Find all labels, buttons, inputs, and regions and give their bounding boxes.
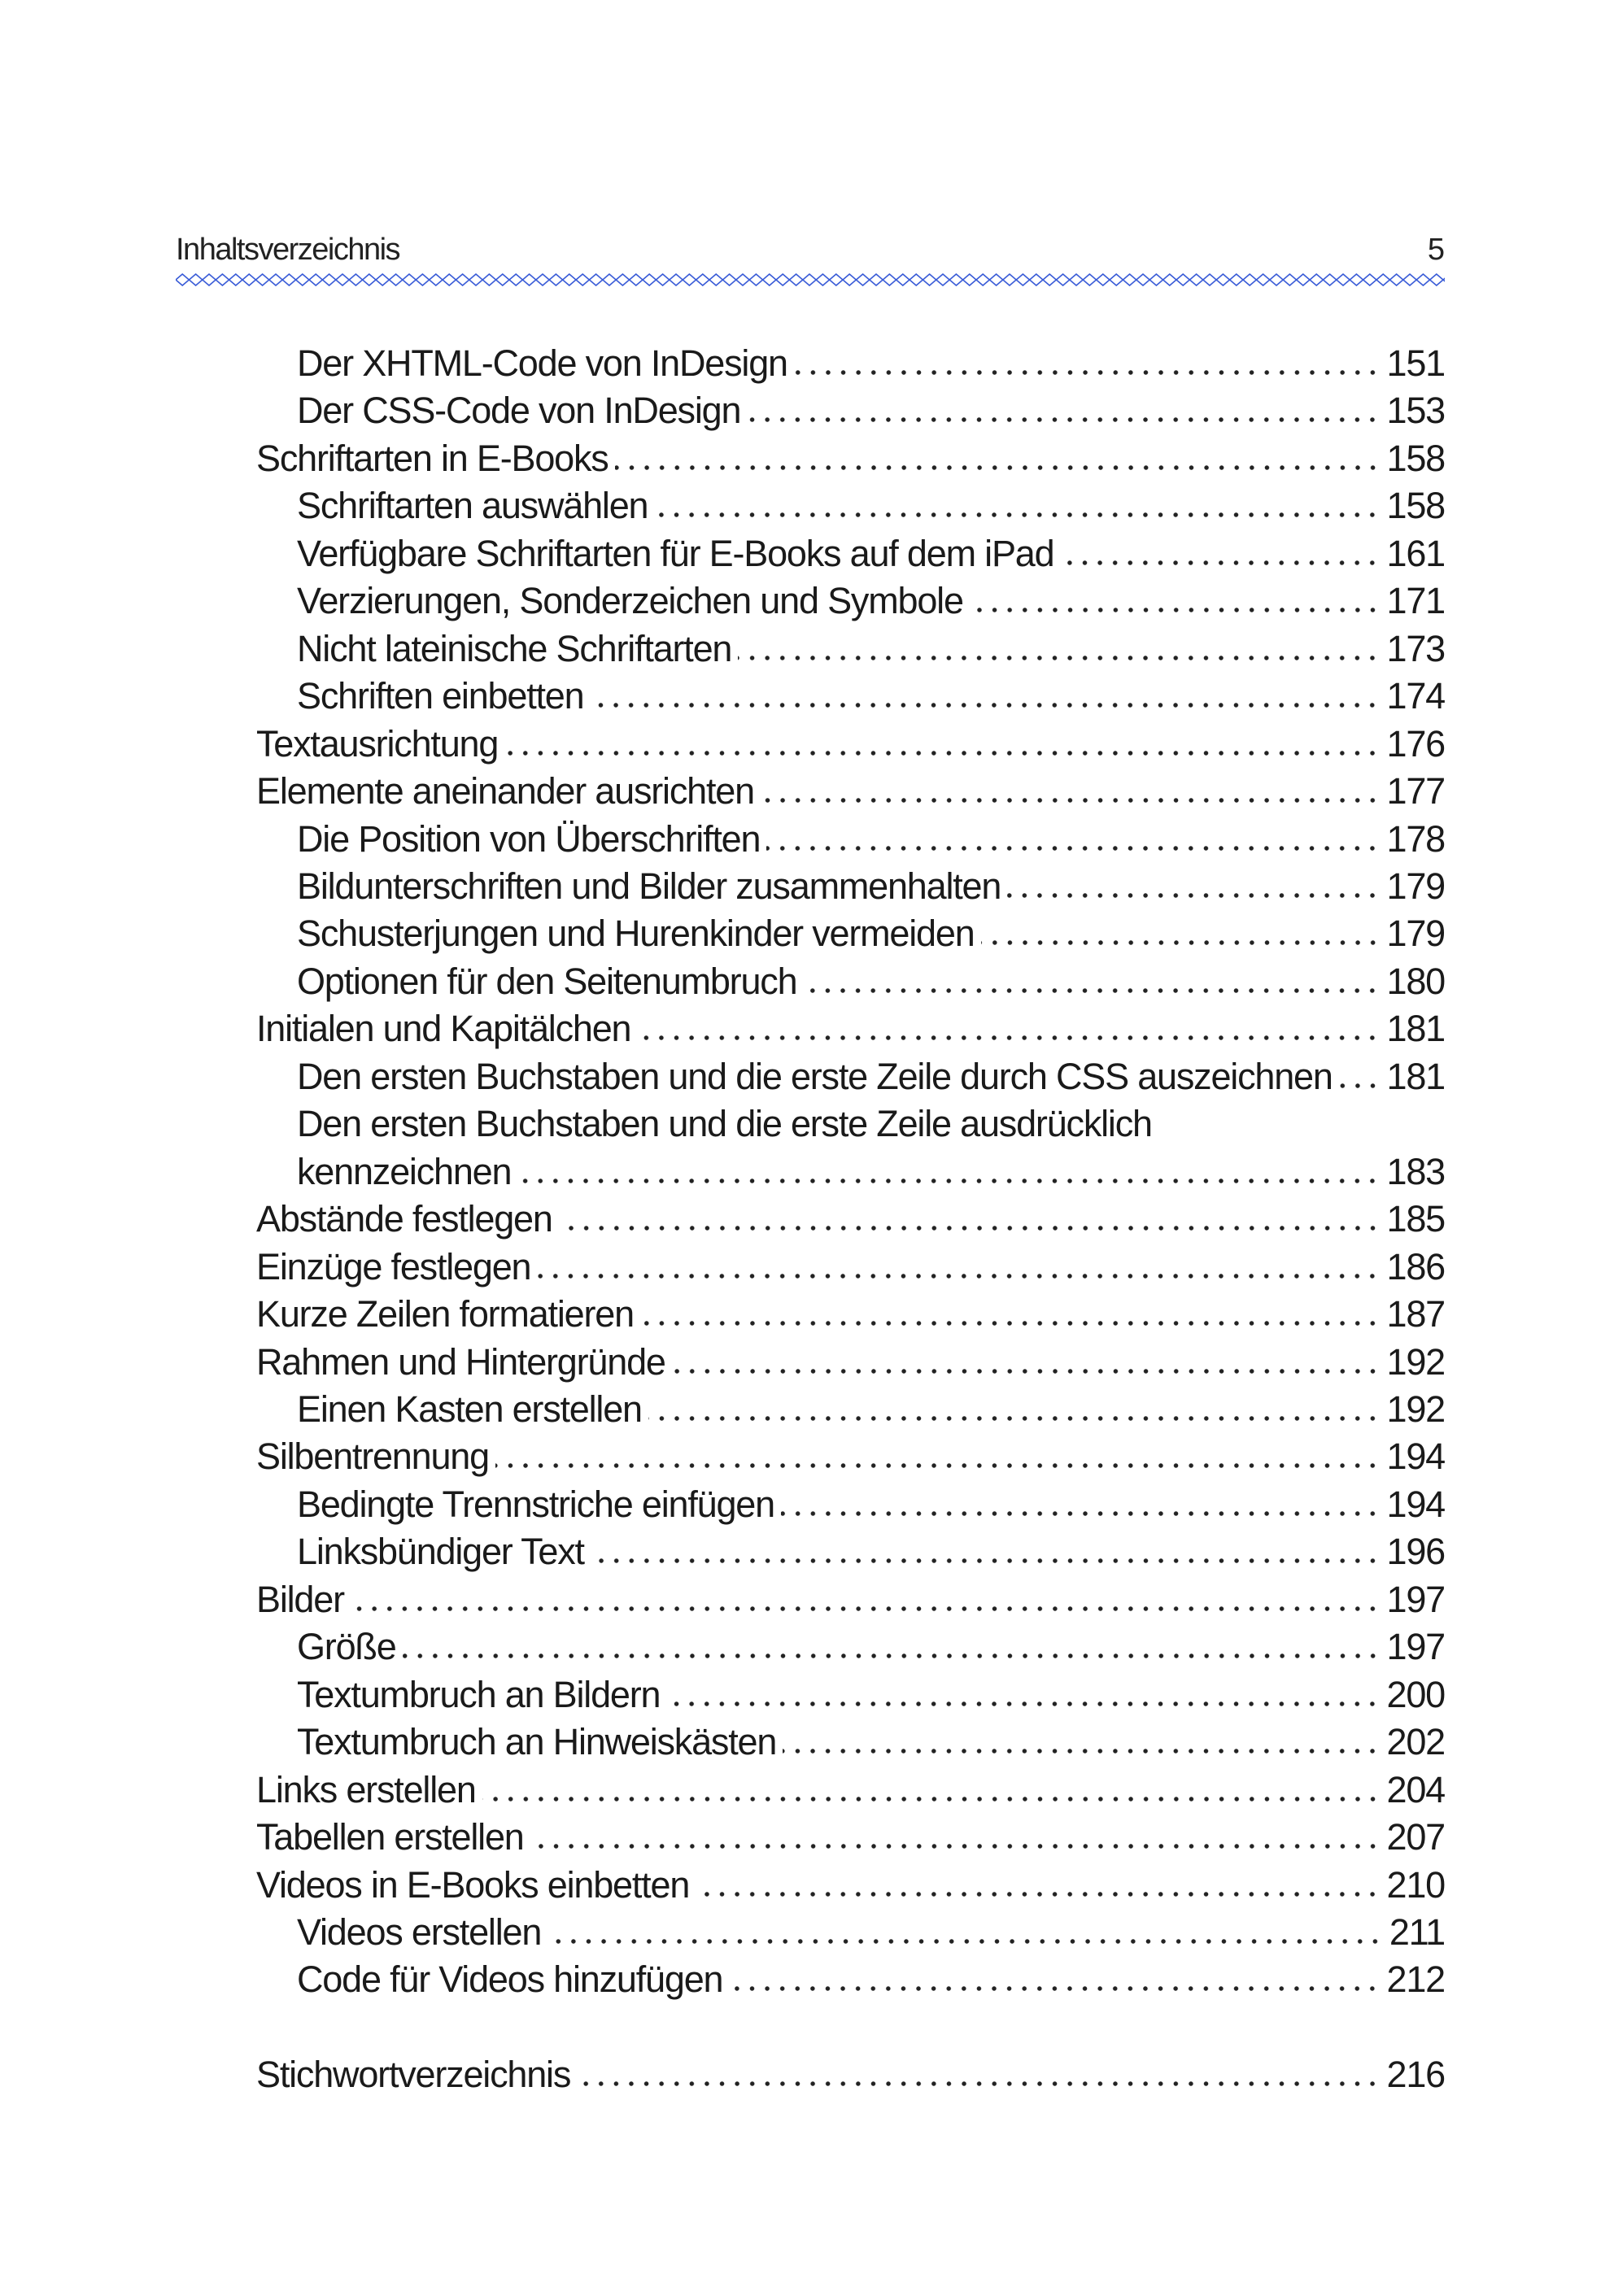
dot-leader	[403, 1648, 1381, 1659]
toc-entry-title: Nicht lateinische Schriftarten	[297, 627, 732, 669]
toc-entry-title: Textausrichtung	[256, 722, 499, 765]
dot-leader	[559, 1220, 1381, 1231]
toc-entry[interactable]	[0, 625, 1445, 673]
dot-leader	[970, 602, 1381, 613]
toc-entry-page: 216	[1386, 2054, 1445, 2096]
dot-leader	[640, 1315, 1381, 1327]
dot-leader	[654, 507, 1380, 518]
toc-entry-page: 207	[1386, 1816, 1445, 1858]
toc-entry[interactable]	[0, 435, 1445, 482]
toc-entry[interactable]	[0, 768, 1445, 815]
toc-entry-title: Den ersten Buchstaben und die erste Zeile ausdrücklich	[297, 1103, 1152, 1145]
page-number: 5	[1427, 233, 1445, 267]
toc-entry-title: Optionen für den Seitenumbruch	[297, 960, 797, 1002]
dot-leader	[530, 1838, 1381, 1849]
toc-entry[interactable]	[0, 1433, 1445, 1480]
toc-entry[interactable]	[0, 1909, 1445, 1956]
toc-entry[interactable]	[0, 1386, 1445, 1433]
dot-leader	[1007, 887, 1380, 899]
toc-entry-page: 192	[1386, 1340, 1445, 1383]
dot-leader	[517, 1173, 1380, 1184]
toc-entry[interactable]	[0, 1339, 1445, 1386]
toc-entry-page: 211	[1389, 1910, 1445, 1953]
toc-entry-page: 153	[1386, 390, 1445, 432]
toc-entry-page: 185	[1386, 1198, 1445, 1240]
toc-entry-page: 210	[1386, 1863, 1445, 1906]
toc-entry-title: Rahmen und Hintergründe	[256, 1340, 665, 1383]
dot-leader	[482, 1791, 1381, 1802]
toc-entry[interactable]	[0, 1623, 1445, 1671]
toc-entry-page: 171	[1386, 580, 1445, 622]
toc-entry[interactable]	[0, 1767, 1445, 1814]
toc-entry[interactable]	[0, 721, 1445, 768]
toc-entry-title: Schusterjungen und Hurenkinder vermeiden	[297, 913, 975, 955]
dot-leader	[738, 650, 1380, 661]
dot-leader	[648, 1410, 1381, 1422]
toc-entry[interactable]	[0, 1528, 1445, 1575]
toc-entry-page: 183	[1386, 1150, 1445, 1192]
table-of-contents	[0, 340, 1445, 2099]
toc-entry-page: 194	[1386, 1483, 1445, 1525]
dot-leader	[591, 1553, 1381, 1564]
toc-entry-page: 197	[1386, 1626, 1445, 1668]
toc-entry[interactable]	[0, 1719, 1445, 1766]
toc-entry[interactable]	[0, 1814, 1445, 1861]
toc-entry-title: Links erstellen	[256, 1768, 476, 1810]
dot-leader	[615, 460, 1381, 471]
dot-leader	[781, 1505, 1381, 1517]
toc-entry[interactable]	[0, 1196, 1445, 1243]
toc-entry-title: kennzeichnen	[297, 1150, 512, 1192]
dot-leader	[666, 1696, 1380, 1707]
toc-entry-title: Tabellen erstellen	[256, 1816, 524, 1858]
dot-leader	[504, 745, 1380, 756]
toc-entry-page: 197	[1386, 1578, 1445, 1620]
toc-entry-title: Textumbruch an Bildern	[297, 1673, 661, 1715]
toc-entry-title: Der XHTML-Code von InDesign	[297, 342, 787, 384]
toc-entry-page: 176	[1386, 722, 1445, 765]
toc-entry-title: Verzierungen, Sonderzeichen und Symbole	[297, 580, 963, 622]
running-header-title: Inhaltsverzeichnis	[176, 233, 400, 267]
toc-entry-page: 174	[1386, 675, 1445, 717]
dot-leader	[696, 1886, 1380, 1897]
toc-entry-page: 158	[1386, 485, 1445, 527]
dot-leader	[577, 2076, 1380, 2087]
toc-entry-page: 212	[1386, 1958, 1445, 2001]
toc-entry[interactable]	[0, 577, 1445, 625]
toc-entry-title: Linksbündiger Text	[297, 1531, 584, 1573]
toc-entry-page: 196	[1386, 1531, 1445, 1573]
toc-entry-title: Verfügbare Schriftarten für E-Books auf dem iPad	[297, 532, 1054, 574]
dot-leader	[747, 412, 1380, 423]
dot-leader	[729, 1980, 1380, 1992]
toc-entry[interactable]	[0, 1956, 1445, 2003]
toc-entry[interactable]	[0, 482, 1445, 529]
toc-entry[interactable]	[0, 1671, 1445, 1719]
toc-entry-page: 194	[1386, 1436, 1445, 1478]
toc-entry[interactable]	[0, 1100, 1445, 1148]
toc-entry-page: 161	[1386, 532, 1445, 574]
toc-entry-title: Kurze Zeilen formatieren	[256, 1293, 634, 1335]
toc-entry[interactable]	[0, 2051, 1445, 2098]
toc-entry-title: Initialen und Kapitälchen	[256, 1008, 631, 1050]
dot-leader	[495, 1457, 1381, 1469]
dot-leader	[351, 1601, 1381, 1612]
dot-leader	[1339, 1078, 1381, 1089]
toc-entry-title: Schriftarten in E-Books	[256, 437, 609, 479]
toc-entry-title: Abstände festlegen	[256, 1198, 552, 1240]
toc-entry[interactable]	[0, 910, 1445, 957]
toc-entry-title: Elemente aneinander ausrichten	[256, 770, 754, 813]
toc-entry-page: 200	[1386, 1673, 1445, 1715]
toc-entry[interactable]	[0, 863, 1445, 910]
toc-entry[interactable]	[0, 958, 1445, 1005]
toc-entry-page: 158	[1386, 437, 1445, 479]
toc-entry-title: Bedingte Trennstriche einfügen	[297, 1483, 774, 1525]
toc-entry[interactable]	[0, 816, 1445, 863]
dot-leader	[761, 792, 1381, 804]
toc-entry-title: Silbentrennung	[256, 1436, 489, 1478]
dot-leader	[794, 364, 1381, 376]
toc-entry-title: Schriften einbetten	[297, 675, 584, 717]
toc-entry-title: Bilder	[256, 1578, 344, 1620]
toc-entry-title: Videos in E-Books einbetten	[256, 1863, 690, 1906]
toc-entry-title: Code für Videos hinzufügen	[297, 1958, 723, 2001]
dot-leader	[783, 1743, 1380, 1754]
toc-entry[interactable]	[0, 1148, 1445, 1196]
dot-leader	[537, 1268, 1380, 1279]
toc-entry-title: Videos erstellen	[297, 1910, 542, 1953]
toc-entry-page: 177	[1386, 770, 1445, 813]
dot-leader	[590, 697, 1380, 708]
toc-entry-page: 202	[1386, 1721, 1445, 1763]
toc-entry-page: 186	[1386, 1245, 1445, 1287]
dot-leader	[803, 982, 1380, 994]
toc-entry-title: Einzüge festlegen	[256, 1245, 531, 1287]
toc-entry-page: 178	[1386, 817, 1445, 860]
toc-entry-page: 173	[1386, 627, 1445, 669]
toc-entry-page: 181	[1386, 1055, 1445, 1097]
toc-entry-title: Textumbruch an Hinweiskästen	[297, 1721, 777, 1763]
dot-leader	[637, 1030, 1380, 1041]
dot-leader	[766, 840, 1380, 852]
toc-entry[interactable]	[0, 1291, 1445, 1338]
dot-leader	[672, 1363, 1381, 1375]
toc-entry[interactable]	[0, 1053, 1445, 1100]
toc-entry[interactable]	[0, 387, 1445, 434]
toc-entry[interactable]	[0, 340, 1445, 387]
toc-entry-page: 179	[1386, 865, 1445, 907]
toc-entry-page: 180	[1386, 960, 1445, 1002]
toc-entry[interactable]	[0, 1005, 1445, 1052]
toc-entry[interactable]	[0, 1244, 1445, 1291]
toc-entry[interactable]	[0, 1862, 1445, 1909]
toc-entry[interactable]	[0, 673, 1445, 720]
dot-leader	[547, 1933, 1383, 1945]
toc-entry-page: 192	[1386, 1388, 1445, 1430]
toc-entry[interactable]	[0, 1481, 1445, 1528]
toc-entry-title: Den ersten Buchstaben und die erste Zeile durch CSS auszeichnen	[297, 1055, 1333, 1097]
toc-entry-page: 187	[1386, 1293, 1445, 1335]
toc-entry-title: Größe	[297, 1626, 396, 1668]
toc-entry-title: Einen Kasten erstellen	[297, 1388, 642, 1430]
toc-entry-title: Schriftarten auswählen	[297, 485, 648, 527]
toc-entry-title: Der CSS-Code von InDesign	[297, 390, 741, 432]
toc-entry-title: Bildunterschriften und Bilder zusammenhalten	[297, 865, 1001, 907]
toc-entry-page: 151	[1386, 342, 1445, 384]
toc-entry-page: 204	[1386, 1768, 1445, 1810]
toc-entry-page: 179	[1386, 913, 1445, 955]
toc-entry-title: Die Position von Überschriften	[297, 817, 761, 860]
toc-entry-page: 181	[1386, 1008, 1445, 1050]
toc-entry-title: Stichwortverzeichnis	[256, 2054, 571, 2096]
toc-entry[interactable]	[0, 1576, 1445, 1623]
dot-leader	[1060, 555, 1380, 566]
decorative-diamond-rule	[176, 273, 1445, 286]
dot-leader	[981, 935, 1381, 946]
toc-entry[interactable]	[0, 530, 1445, 577]
